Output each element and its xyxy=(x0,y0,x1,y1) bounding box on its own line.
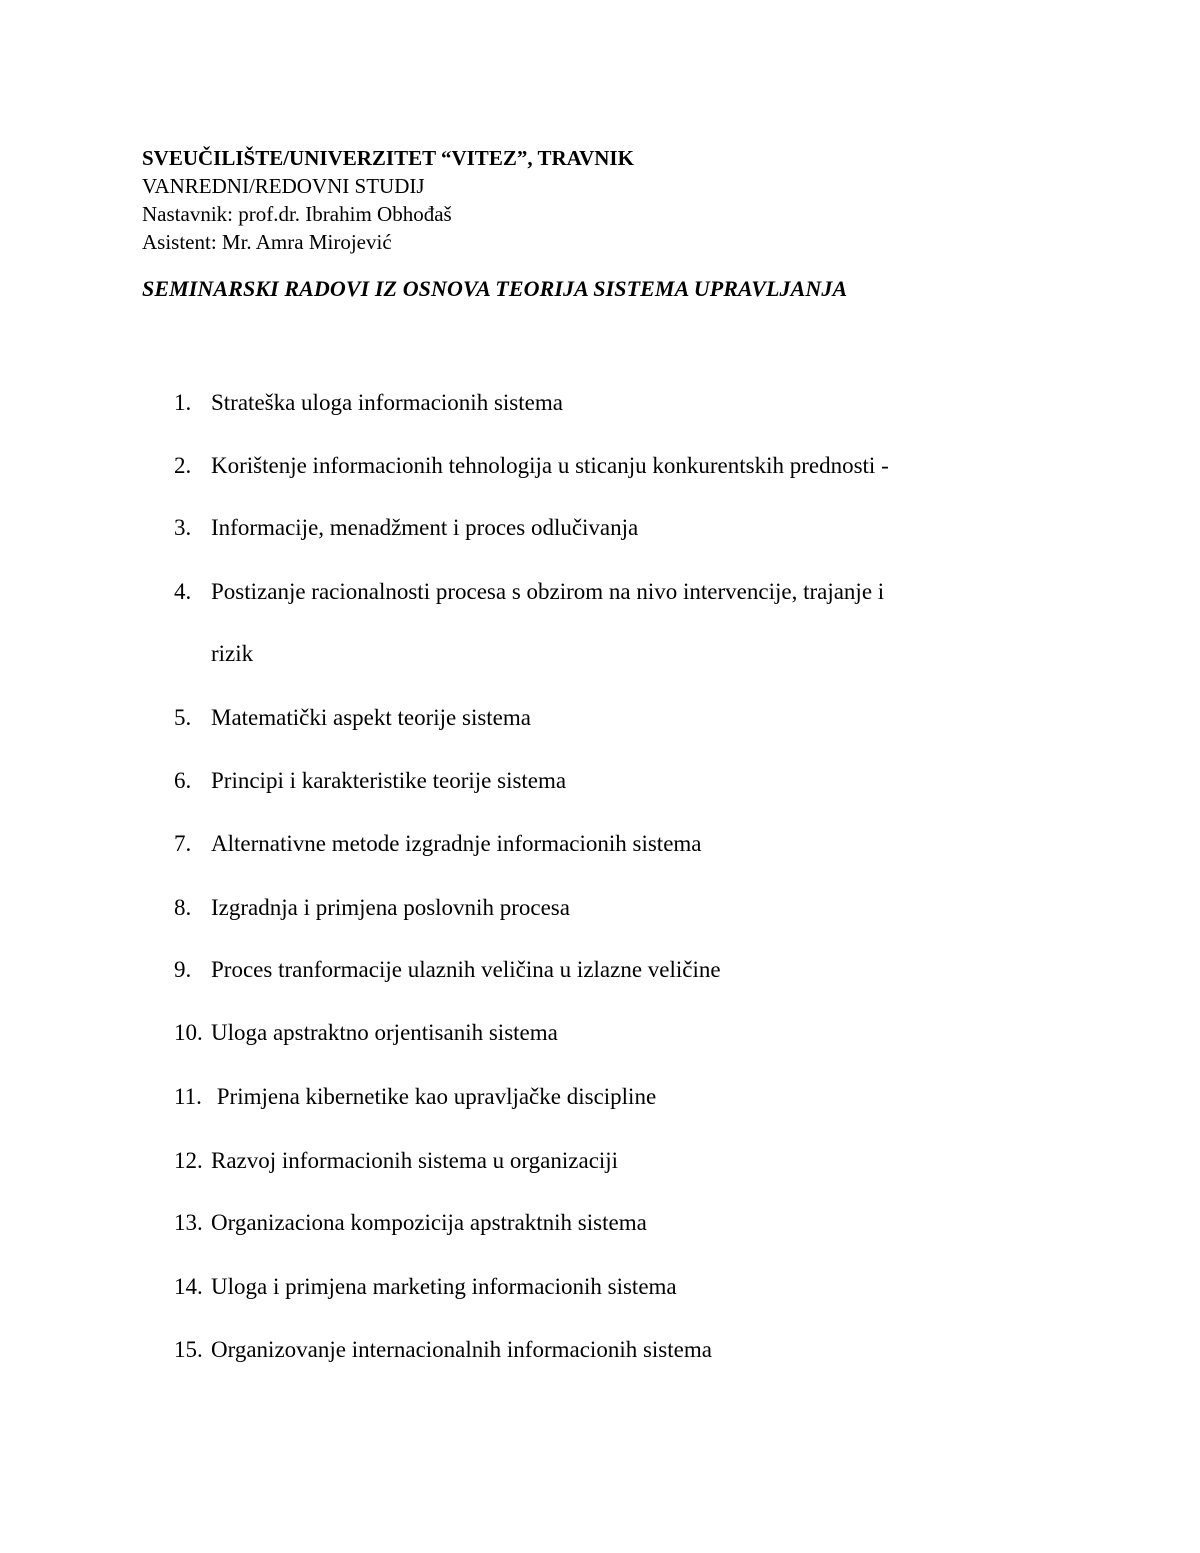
topic-number: 15. xyxy=(174,1337,203,1362)
document-title: SEMINARSKI RADOVI IZ OSNOVA TEORIJA SISTEMA UPRAVLJANJA xyxy=(142,276,848,301)
topic-text: Uloga apstraktno orjentisanih sistema xyxy=(211,1020,558,1045)
topic-text: Strateška uloga informacionih sistema xyxy=(211,390,563,415)
topic-number: 1. xyxy=(174,390,192,415)
topic-number: 9. xyxy=(174,957,192,982)
topic-text: Principi i karakteristike teorije sistema xyxy=(211,768,567,793)
topic-number: 5. xyxy=(174,705,192,730)
topic-text: Primjena kibernetike kao upravljačke discipline xyxy=(211,1084,657,1109)
topic-number: 11. xyxy=(174,1084,202,1109)
topic-text: Matematički aspekt teorije sistema xyxy=(211,705,531,730)
topic-text: Organizaciona kompozicija apstraktnih sistema xyxy=(211,1210,647,1235)
topic-text: Izgradnja i primjena poslovnih procesa xyxy=(211,895,570,920)
study-type: VANREDNI/REDOVNI STUDIJ xyxy=(142,174,425,198)
topic-text: Uloga i primjena marketing informacionih sistema xyxy=(211,1274,677,1299)
topic-number: 4. xyxy=(174,579,192,604)
topic-number: 2. xyxy=(174,453,192,478)
teacher-line: Nastavnik: prof.dr. Ibrahim Obhođaš xyxy=(142,202,452,226)
topic-number: 12. xyxy=(174,1148,203,1173)
topic-text: Postizanje racionalnosti procesa s obzirom na nivo intervencije, trajanje i xyxy=(211,579,885,604)
topic-number: 3. xyxy=(174,515,192,540)
topic-text: Alternativne metode izgradnje informacionih sistema xyxy=(211,831,702,856)
document-header xyxy=(142,144,1122,256)
assistant-line: Asistent: Mr. Amra Mirojević xyxy=(142,230,392,254)
topic-text: Razvoj informacionih sistema u organizaciji xyxy=(211,1148,619,1173)
topic-number: 14. xyxy=(174,1274,203,1299)
topic-text: Proces tranformacije ulaznih veličina u izlazne veličine xyxy=(211,957,721,982)
topic-number: 8. xyxy=(174,895,192,920)
topic-text: Korištenje informacionih tehnologija u sticanju konkurentskih prednosti - xyxy=(211,453,889,478)
topic-number: 6. xyxy=(174,768,192,793)
topic-text: Informacije, menadžment i proces odlučivanja xyxy=(211,515,639,540)
topic-number: 13. xyxy=(174,1210,203,1235)
institution-name: SVEUČILIŠTE/UNIVERZITET “VITEZ”, TRAVNIK xyxy=(142,146,634,170)
topic-number: 7. xyxy=(174,831,192,856)
topic-number: 10. xyxy=(174,1020,203,1045)
topic-text-continuation: rizik xyxy=(211,641,254,666)
topic-text: Organizovanje internacionalnih informacionih sistema xyxy=(211,1337,712,1362)
